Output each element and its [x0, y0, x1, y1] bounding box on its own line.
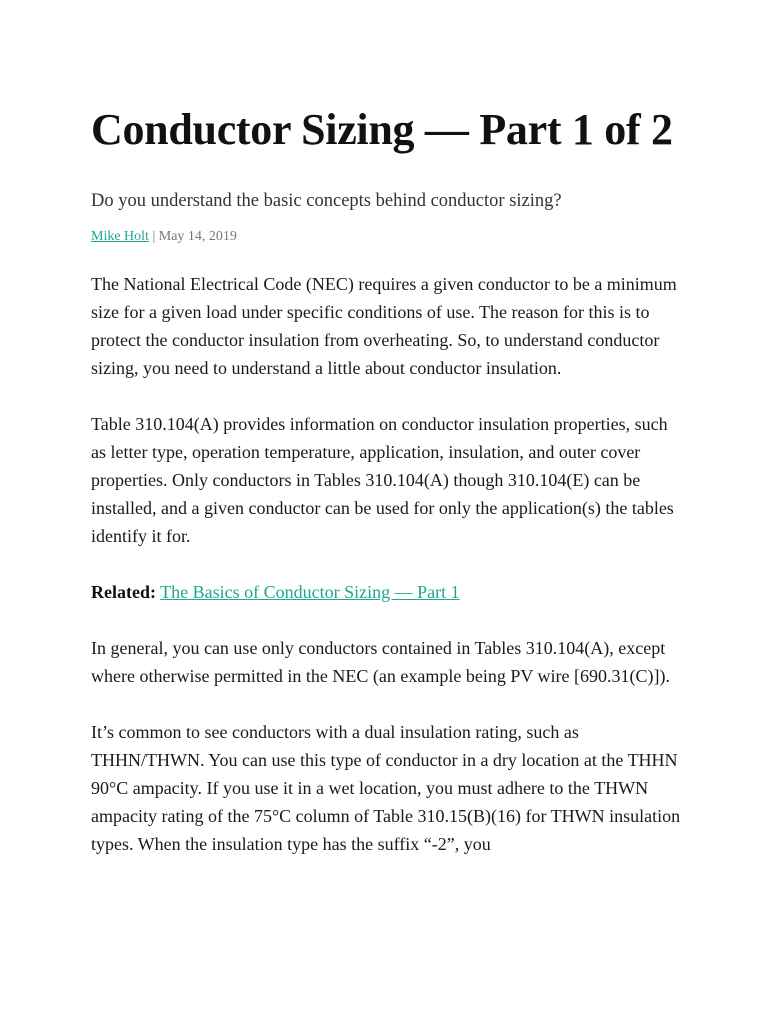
article-title: Conductor Sizing — Part 1 of 2: [91, 105, 673, 154]
related-article-link[interactable]: The Basics of Conductor Sizing — Part 1: [160, 582, 460, 602]
paragraph-nec-requirements: The National Electrical Code (NEC) requires a given conductor to be a minimum size for a given load under specific conditions of use. The reason for this is to protect the conductor insulation from overheating. So, to understand conductor sizing, you need to understand a little about conductor insulation.: [91, 274, 677, 378]
paragraph-general-use: In general, you can use only conductors contained in Tables 310.104(A), except where otherwise permitted in the NEC (an example being PV wire [690.31(C)]).: [91, 638, 671, 686]
byline: [91, 227, 681, 247]
article-subtitle: Do you understand the basic concepts behind conductor sizing?: [91, 191, 562, 211]
byline-separator: |: [148, 229, 159, 244]
related-label: Related:: [91, 582, 156, 602]
article: [91, 104, 681, 886]
paragraph-table-310-104: Table 310.104(A) provides information on conductor insulation properties, such as letter type, operation temperature, application, insulation, and outer cover properties. Only conductors in Tables 310.104(A) though 310.104(E) can be installed, and a given conductor can be used for only the application(s) the tables identify it for.: [91, 414, 674, 546]
article-body: [91, 270, 681, 858]
author-link[interactable]: Mike Holt: [91, 229, 149, 244]
publish-date: May 14, 2019: [158, 229, 237, 244]
related-line: [91, 578, 681, 606]
paragraph-dual-rating: It’s common to see conductors with a dual insulation rating, such as THHN/THWN. You can use this type of conductor in a dry location at the THHN 90°C ampacity. If you use it in a wet location, you must adhere to the THWN ampacity rating of the 75°C column of Table 310.15(B)(16) for THWN insulation types. When the insulation type has the suffix “-2”, you: [91, 722, 681, 854]
